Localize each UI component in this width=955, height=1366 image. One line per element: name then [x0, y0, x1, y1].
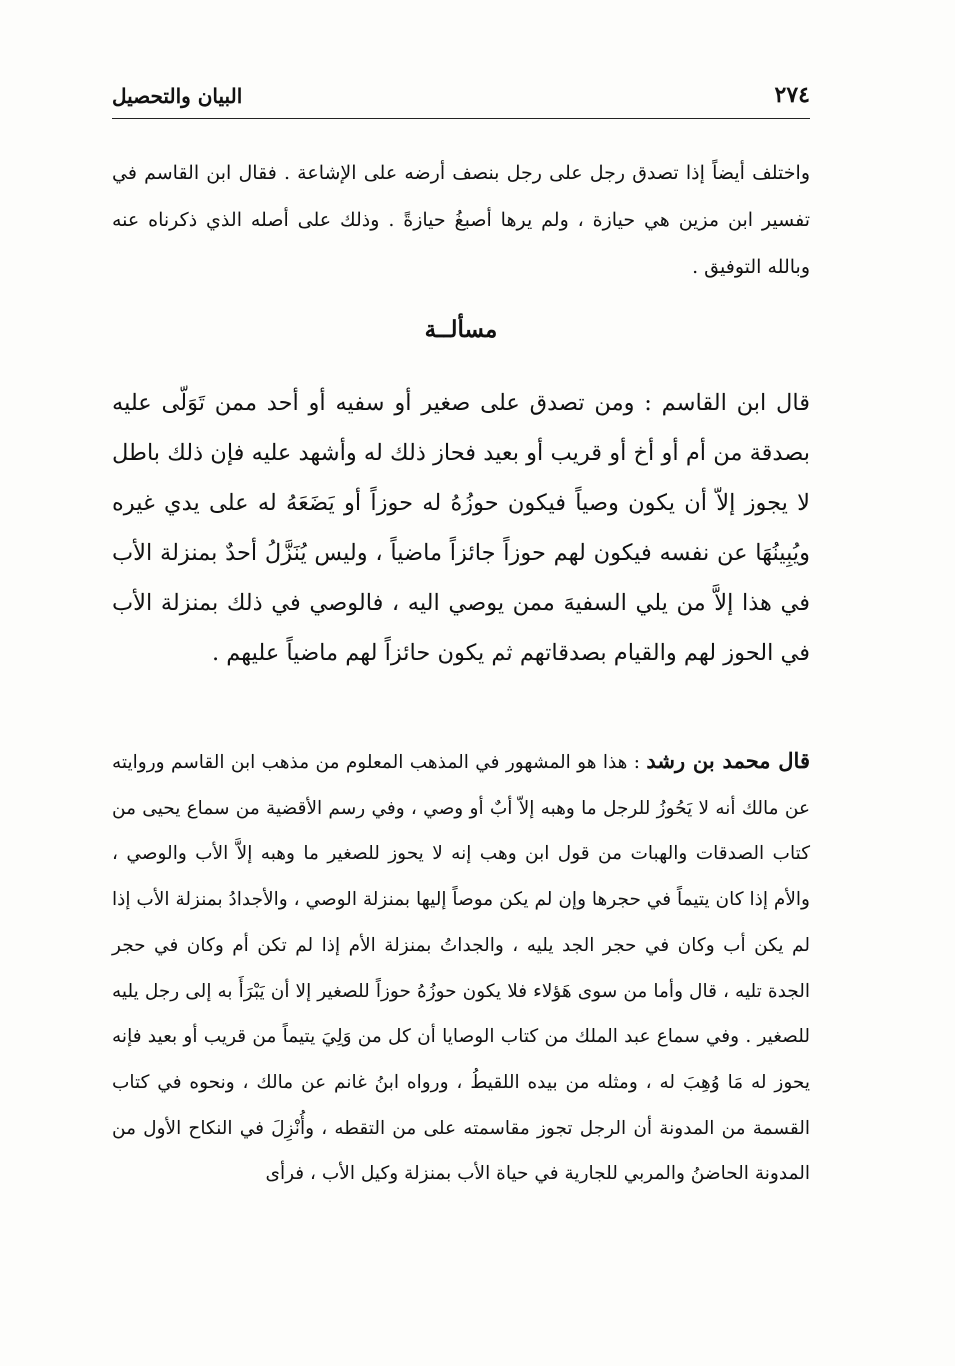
- running-title: البيان والتحصيل: [112, 84, 243, 108]
- commentary-paragraph: [112, 738, 810, 1197]
- page-header: [112, 78, 810, 119]
- page-number: ٢٧٤: [774, 82, 810, 108]
- intro-paragraph: واختلف أيضاً إذا تصدق رجل على رجل بنصف أرضه على الإشاعة . فقال ابن القاسم في تفسير ابن مزين هي حيازة ، ولم يرها أصبغُ حيازةً . وذلك على أصله الذي ذكرناه عنه وبالله التوفيق .: [112, 162, 810, 278]
- commentary-text: : هذا هو المشهور في المذهب المعلوم من مذهب ابن القاسم وروايته عن مالك أنه لا يَحُوزُ للرجل ما وهبه إلاّ أبٌ أو وصي ، وفي رسم الأقضية من سماع يحيى من كتاب الصدقات والهبات من قول ابن وهب إنه لا يحوز للصغير ما وهبه إلاَّ الأب والوصي ، والأم إذا كان يتيماً في حجرها وإن لم يكن موصاً إليها بمنزلة الوصي ، والأجدادُ بمنزلة الأب إذا لم يكن أب وكان في حجر الجد يليه ، والجداتُ بمنزلة الأم إذا لم تكن أم وكان في حجر الجدة تليه ، قال وأما من سوى هَؤلاء فلا يكون حوزُهُ حوزاً للصغير إلا أن يَبْرَأَ به إلى رجل يليه للصغير . وفي سماع عبد الملك من كتاب الوصايا أن كل من وَلِيَ يتيماً من قريب أو بعيد فإنه يحوز له مَا وُهِبَ له ، ومثله من بيده اللقيطُ ، ورواه ابنُ غانم عن مالك ، ونحوه في كتاب القسمة من المدونة أن الرجل تجوز مقاسمته على من التقطه ، وأُنْزِلَ في النكاح الأول من المدونة الحاضنُ والمربي للجارية في حياة الأب بمنزلة وكيل الأب ، فرأى: [112, 752, 810, 1185]
- question-paragraph: قال ابن القاسم : ومن تصدق على صغير أو سفيه أو أحد ممن تَوَلّى عليه بصدقة من أم أو أخ أو قريب أو بعيد فحاز ذلك له وأشهد عليه فإن ذلك باطل لا يجوز إلاّ أن يكون وصياً فيكون حوزُهُ له حوزاً أو يَضَعَهُ له على يدي غيره ويُبِينُهَا عن نفسه فيكون لهم حوزاً جائزاً ماضياً ، وليس يُنَزَّلُ أحدٌ بمنزلة الأب في هذا إلاَّ من يلي السفيهَ ممن يوصي اليه ، فالوصي في ذلك بمنزلة الأب في الحوز لهم والقيام بصدقاتهم ثم يكون حائزاً لهم ماضياً عليهم .: [112, 390, 810, 666]
- commentary-speaker: قال محمد بن رشد: [646, 748, 810, 773]
- section-title: مسألــة: [424, 316, 498, 343]
